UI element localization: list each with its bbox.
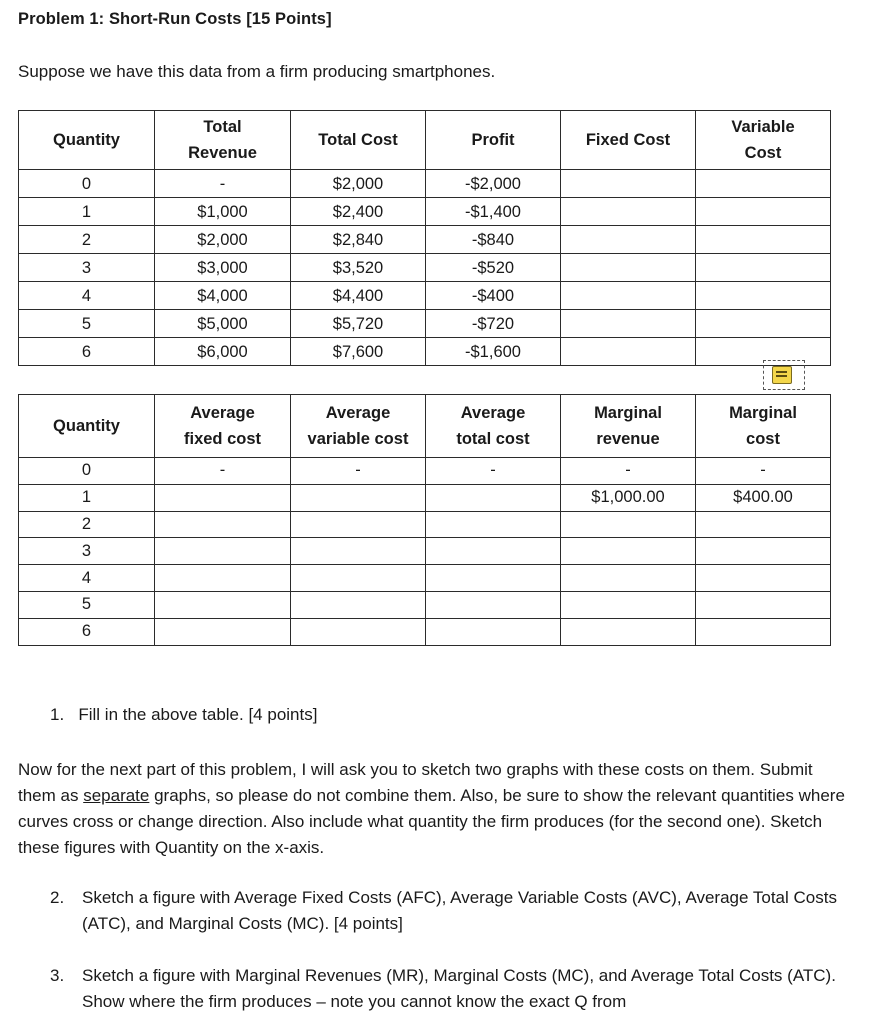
header-quantity: Quantity bbox=[19, 111, 155, 170]
cell-quantity: 1 bbox=[19, 484, 155, 511]
cell-avc[interactable] bbox=[291, 618, 426, 645]
average-marginal-table bbox=[18, 394, 831, 646]
cell-atc[interactable] bbox=[426, 511, 561, 538]
table-row bbox=[19, 538, 831, 565]
cell-total-revenue: $4,000 bbox=[155, 282, 291, 310]
cell-quantity: 5 bbox=[19, 310, 155, 338]
cell-quantity: 3 bbox=[19, 538, 155, 565]
header-atc-line2: total cost bbox=[456, 430, 530, 448]
header-variable-cost bbox=[696, 111, 831, 170]
cell-profit: -$1,400 bbox=[426, 198, 561, 226]
cell-variable-cost[interactable] bbox=[696, 226, 831, 254]
cell-quantity: 1 bbox=[19, 198, 155, 226]
cell-quantity: 0 bbox=[19, 170, 155, 198]
question-1-text: Fill in the above table. [4 points] bbox=[78, 705, 318, 724]
table-row bbox=[19, 198, 831, 226]
cell-avc[interactable] bbox=[291, 511, 426, 538]
cell-profit: -$840 bbox=[426, 226, 561, 254]
cell-total-revenue: $1,000 bbox=[155, 198, 291, 226]
cell-afc[interactable] bbox=[155, 511, 291, 538]
table-row bbox=[19, 310, 831, 338]
question-2 bbox=[50, 885, 840, 937]
header-mc bbox=[696, 395, 831, 458]
table-row bbox=[19, 458, 831, 485]
intro-text: Suppose we have this data from a firm producing smartphones. bbox=[18, 62, 496, 81]
table-row bbox=[19, 484, 831, 511]
cell-quantity: 5 bbox=[19, 591, 155, 618]
header-avc-line1: Average bbox=[325, 404, 391, 422]
header-mc-line2: cost bbox=[746, 430, 780, 448]
header-total-cost: Total Cost bbox=[291, 111, 426, 170]
cell-afc[interactable] bbox=[155, 538, 291, 565]
cell-quantity: 2 bbox=[19, 226, 155, 254]
header-afc bbox=[155, 395, 291, 458]
question-2-text: Sketch a figure with Average Fixed Costs (AFC), Average Variable Costs (AVC), Average Total Costs (ATC), and Marginal Costs (MC). [4 points] bbox=[82, 888, 837, 933]
cell-afc[interactable] bbox=[155, 618, 291, 645]
cell-quantity: 2 bbox=[19, 511, 155, 538]
paragraph-part1: Now for the next part of this problem, I will ask you to sketch two graphs with these costs on them. Submit them as bbox=[18, 760, 813, 805]
cell-mr[interactable] bbox=[561, 565, 696, 592]
cell-mr[interactable] bbox=[561, 511, 696, 538]
cell-total-cost: $3,520 bbox=[291, 254, 426, 282]
table-row bbox=[19, 618, 831, 645]
table-header-row bbox=[19, 111, 831, 170]
cell-afc: - bbox=[155, 458, 291, 485]
cell-mr[interactable] bbox=[561, 591, 696, 618]
cell-atc: - bbox=[426, 458, 561, 485]
table-row bbox=[19, 511, 831, 538]
cell-total-cost: $2,400 bbox=[291, 198, 426, 226]
header-avc bbox=[291, 395, 426, 458]
table-row bbox=[19, 338, 831, 366]
cell-total-cost: $2,000 bbox=[291, 170, 426, 198]
cell-fixed-cost[interactable] bbox=[561, 226, 696, 254]
table-row bbox=[19, 226, 831, 254]
header-afc-line2: fixed cost bbox=[183, 430, 262, 448]
paragraph-part2: graphs, so please do not combine them. Also, be sure to show the relevant quantities where curves cross or change direction. Also include what quantity the firm produces (for the second one). Sketch these figures with Quantity on the x-axis. bbox=[18, 786, 845, 857]
header-fixed-cost: Fixed Cost bbox=[561, 111, 696, 170]
cell-atc[interactable] bbox=[426, 484, 561, 511]
cell-total-cost: $7,600 bbox=[291, 338, 426, 366]
question-1 bbox=[50, 705, 317, 725]
cell-mc: - bbox=[696, 458, 831, 485]
cell-mr: - bbox=[561, 458, 696, 485]
cell-mc[interactable] bbox=[696, 618, 831, 645]
cell-mc[interactable] bbox=[696, 538, 831, 565]
header-total-revenue-line1: Total bbox=[203, 118, 242, 136]
header-total-revenue-line2: Revenue bbox=[188, 144, 257, 162]
cell-profit: -$2,000 bbox=[426, 170, 561, 198]
header-atc-line1: Average bbox=[460, 404, 526, 422]
cell-fixed-cost[interactable] bbox=[561, 198, 696, 226]
cell-fixed-cost[interactable] bbox=[561, 170, 696, 198]
cell-afc[interactable] bbox=[155, 591, 291, 618]
cell-mc: $400.00 bbox=[696, 484, 831, 511]
cell-profit: -$400 bbox=[426, 282, 561, 310]
cell-atc[interactable] bbox=[426, 565, 561, 592]
cell-variable-cost[interactable] bbox=[696, 198, 831, 226]
header-mc-line1: Marginal bbox=[729, 404, 797, 422]
table-header-row bbox=[19, 395, 831, 458]
cell-mc[interactable] bbox=[696, 565, 831, 592]
cell-fixed-cost[interactable] bbox=[561, 282, 696, 310]
cell-total-revenue: $3,000 bbox=[155, 254, 291, 282]
question-2-number: 2. bbox=[50, 888, 65, 907]
table-row bbox=[19, 170, 831, 198]
problem-title: Problem 1: Short-Run Costs [15 Points] bbox=[18, 10, 332, 28]
header-variable-cost-line2: Cost bbox=[744, 144, 782, 162]
cell-avc[interactable] bbox=[291, 538, 426, 565]
note-glyph-icon bbox=[772, 366, 792, 384]
cell-profit: -$520 bbox=[426, 254, 561, 282]
cell-quantity: 3 bbox=[19, 254, 155, 282]
cell-atc[interactable] bbox=[426, 591, 561, 618]
cell-profit: -$720 bbox=[426, 310, 561, 338]
cell-afc[interactable] bbox=[155, 484, 291, 511]
cell-mc[interactable] bbox=[696, 511, 831, 538]
cell-total-revenue: $2,000 bbox=[155, 226, 291, 254]
cell-variable-cost[interactable] bbox=[696, 310, 831, 338]
cell-avc: - bbox=[291, 458, 426, 485]
table-row bbox=[19, 565, 831, 592]
cell-mr: $1,000.00 bbox=[561, 484, 696, 511]
header-profit: Profit bbox=[426, 111, 561, 170]
header-atc bbox=[426, 395, 561, 458]
instructions-paragraph bbox=[18, 757, 848, 861]
cell-variable-cost[interactable] bbox=[696, 254, 831, 282]
cell-fixed-cost[interactable] bbox=[561, 254, 696, 282]
cell-mr[interactable] bbox=[561, 618, 696, 645]
cell-total-cost: $2,840 bbox=[291, 226, 426, 254]
question-3-number: 3. bbox=[50, 966, 65, 985]
cost-data-table bbox=[18, 110, 831, 366]
header-mr-line2: revenue bbox=[596, 430, 660, 448]
cell-atc[interactable] bbox=[426, 538, 561, 565]
cell-total-cost: $4,400 bbox=[291, 282, 426, 310]
question-3 bbox=[50, 963, 840, 1015]
question-1-number: 1. bbox=[50, 705, 65, 724]
cell-total-revenue: $5,000 bbox=[155, 310, 291, 338]
header-total-revenue bbox=[155, 111, 291, 170]
paragraph-underlined-word: separate bbox=[83, 786, 150, 805]
cell-atc[interactable] bbox=[426, 618, 561, 645]
table-row bbox=[19, 254, 831, 282]
cell-quantity: 4 bbox=[19, 282, 155, 310]
header-mr-line1: Marginal bbox=[594, 404, 662, 422]
cell-profit: -$1,600 bbox=[426, 338, 561, 366]
cell-total-revenue: $6,000 bbox=[155, 338, 291, 366]
cell-mr[interactable] bbox=[561, 538, 696, 565]
header-quantity: Quantity bbox=[19, 395, 155, 458]
comment-note-icon[interactable] bbox=[763, 360, 805, 390]
cell-quantity: 4 bbox=[19, 565, 155, 592]
header-afc-line1: Average bbox=[190, 404, 255, 422]
table-row bbox=[19, 282, 831, 310]
cell-quantity: 0 bbox=[19, 458, 155, 485]
cell-fixed-cost[interactable] bbox=[561, 338, 696, 366]
cell-total-revenue: - bbox=[155, 170, 291, 198]
cell-avc[interactable] bbox=[291, 565, 426, 592]
header-mr bbox=[561, 395, 696, 458]
cell-quantity: 6 bbox=[19, 338, 155, 366]
cell-fixed-cost[interactable] bbox=[561, 310, 696, 338]
cell-avc[interactable] bbox=[291, 591, 426, 618]
cell-mc[interactable] bbox=[696, 591, 831, 618]
question-3-text: Sketch a figure with Marginal Revenues (MR), Marginal Costs (MC), and Average Total Costs (ATC). Show where the firm produces – note you cannot know the exact Q from bbox=[82, 966, 836, 1011]
table-row bbox=[19, 591, 831, 618]
cell-afc[interactable] bbox=[155, 565, 291, 592]
cell-variable-cost[interactable] bbox=[696, 170, 831, 198]
header-variable-cost-line1: Variable bbox=[731, 118, 795, 136]
cell-total-cost: $5,720 bbox=[291, 310, 426, 338]
header-avc-line2: variable cost bbox=[307, 430, 409, 448]
cell-avc[interactable] bbox=[291, 484, 426, 511]
cell-quantity: 6 bbox=[19, 618, 155, 645]
cell-variable-cost[interactable] bbox=[696, 282, 831, 310]
